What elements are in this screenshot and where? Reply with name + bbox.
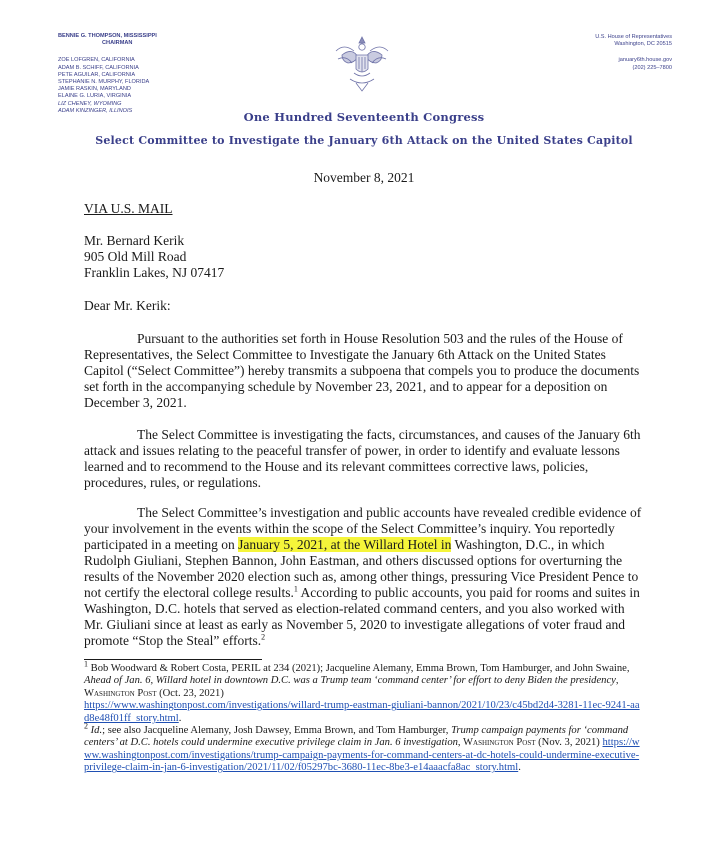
paragraph-3-text-c: According to public accounts, you paid for rooms and suites in Washington, D.C. hotels that served as election-related command centers, and you also worked with Mr. Giuliani since at least as early as November 5, 2020 to investigate allegations of voter fraud and promote “Stop the Steal” efforts. bbox=[84, 585, 640, 648]
footnotes bbox=[84, 659, 644, 775]
footnote-2-lead: Id. bbox=[88, 725, 103, 737]
footnote-1-text: Bob Woodward & Robert Costa, PERIL at 234 (2021); Jacqueline Alemany, Emma Brown, Tom Hamburger, and John Swaine, bbox=[88, 663, 630, 674]
paragraph-3 bbox=[84, 505, 642, 649]
recipient-address bbox=[84, 233, 642, 281]
member-name: ADAM B. SCHIFF, CALIFORNIA bbox=[58, 64, 139, 71]
footnote-2-end: . bbox=[518, 762, 521, 774]
committee-website: january6th.house.gov bbox=[618, 57, 672, 64]
address-line-2: Washington, DC 20515 bbox=[614, 41, 672, 48]
footnote-1-source: , Washington Post bbox=[84, 675, 619, 699]
recipient-name: Mr. Bernard Kerik bbox=[84, 233, 185, 248]
footnote-1-link[interactable]: https://www.washingtonpost.com/investigations/willard-trump-eastman-giuliani-bannon/2021/10/23/c45bd2d4-3281-11ec-9241-aad8e48f01ff_story.html bbox=[84, 700, 640, 724]
committee-contact-block bbox=[472, 34, 672, 72]
highlighted-meeting-text: January 5, 2021, at the Willard Hotel in bbox=[238, 537, 452, 552]
footnote-ref-1[interactable]: 1 bbox=[293, 584, 298, 594]
footnote-1-end: . bbox=[178, 712, 182, 724]
footnote-1-number: 1 bbox=[84, 659, 88, 669]
recipient-city: Franklin Lakes, NJ 07417 bbox=[84, 265, 225, 280]
paragraph-2: The Select Committee is investigating the facts, circumstances, and causes of the January 6th attack and issues relating to the peaceful transfer of power, in order to identify and evaluate lessons learned and to recommend to the House and its relevant committees corrective laws, policies, procedures, rules, or regulations. bbox=[84, 427, 641, 490]
member-names bbox=[58, 57, 258, 115]
salutation: Dear Mr. Kerik: bbox=[84, 298, 171, 313]
footnote-1-date: (Oct. 23, 2021) bbox=[156, 687, 224, 699]
delivery-method: VIA U.S. MAIL bbox=[84, 201, 173, 216]
address-line-1: U.S. House of Representatives bbox=[595, 34, 672, 40]
chairman-name: BENNIE G. THOMPSON, MISSISSIPPI bbox=[58, 33, 157, 39]
paragraph-3-text-b: Washington, D.C., in which Rudolph Giuliani, Stephen Bannon, John Eastman, and others discussed options for overturning the results of the November 2020 election such as, among other things, pressuring Vice President Pence to not certify the electoral college results. bbox=[84, 537, 639, 600]
member-name: ZOE LOFGREN, CALIFORNIA bbox=[58, 57, 135, 64]
committee-phone: (202) 225–7800 bbox=[632, 64, 672, 71]
footnote-divider bbox=[84, 659, 262, 660]
footnote-2-text: ; see also Jacqueline Alemany, Josh Dawsey, Emma Brown, and Tom Hamburger, bbox=[102, 725, 452, 737]
member-name: ADAM KINZINGER, ILLINOIS bbox=[58, 107, 133, 114]
member-name: JAMIE RASKIN, MARYLAND bbox=[58, 86, 131, 93]
paragraph-3-text-a: The Select Committee’s investigation and public accounts have revealed credible evidence of your involvement in the events within the scope of the Select Committee’s inquiry. You reportedly participated in a meeting on bbox=[84, 505, 642, 552]
committee-heading: Select Committee to Investigate the January 6th Attack on the United States Capitol bbox=[95, 134, 633, 147]
footnote-1-title: Ahead of Jan. 6, Willard hotel in downtown D.C. was a Trump team ‘command center’ for effort to deny Biden the presidency bbox=[84, 675, 616, 687]
letter-date: November 8, 2021 bbox=[313, 170, 415, 185]
footnote-2-link[interactable]: https://www.washingtonpost.com/investigations/trump-campaign-payments-for-command-centers-at-dc-hotels-could-undermine-executive-privilege-claim-in-jan-6-investigation/2021/11/02/f05297bc-3680-11ec-8be3-e14aaacfa8ac_story.html bbox=[84, 737, 640, 774]
recipient-street: 905 Old Mill Road bbox=[84, 249, 187, 264]
footnote-1 bbox=[84, 659, 644, 725]
member-name: ELAINE G. LURIA, VIRGINIA bbox=[58, 93, 132, 100]
footnote-ref-2[interactable]: 2 bbox=[261, 632, 266, 642]
member-name: PETE AGUILAR, CALIFORNIA bbox=[58, 71, 136, 78]
footnote-2-source: , Washington Post bbox=[457, 737, 536, 749]
footnote-2-title: Trump campaign payments for ‘command centers’ at D.C. hotels could undermine executive privilege claim in Jan. 6 investigation bbox=[84, 725, 629, 749]
footnote-2 bbox=[84, 721, 644, 775]
member-name: STEPHANIE N. MURPHY, FLORIDA bbox=[58, 79, 150, 86]
committee-members-list bbox=[58, 33, 258, 115]
footnote-2-date: (Nov. 3, 2021) bbox=[535, 737, 603, 749]
paragraph-1: Pursuant to the authorities set forth in House Resolution 503 and the rules of the House of Representatives, the Select Committee to Investigate the January 6th Attack on the United States Capitol (“Select Committee”) hereby transmits a subpoena that compels you to produce the documents set forth in the accompanying schedule by November 23, 2021, and to appear for a deposition on December 3, 2021. bbox=[84, 331, 640, 410]
congress-heading: One Hundred Seventeenth Congress bbox=[243, 110, 485, 124]
house-seal-eagle-icon bbox=[332, 33, 392, 95]
footnote-2-number: 2 bbox=[84, 721, 88, 731]
member-name: LIZ CHENEY, WYOMING bbox=[58, 100, 122, 107]
chairman-title: CHAIRMAN bbox=[102, 40, 133, 47]
